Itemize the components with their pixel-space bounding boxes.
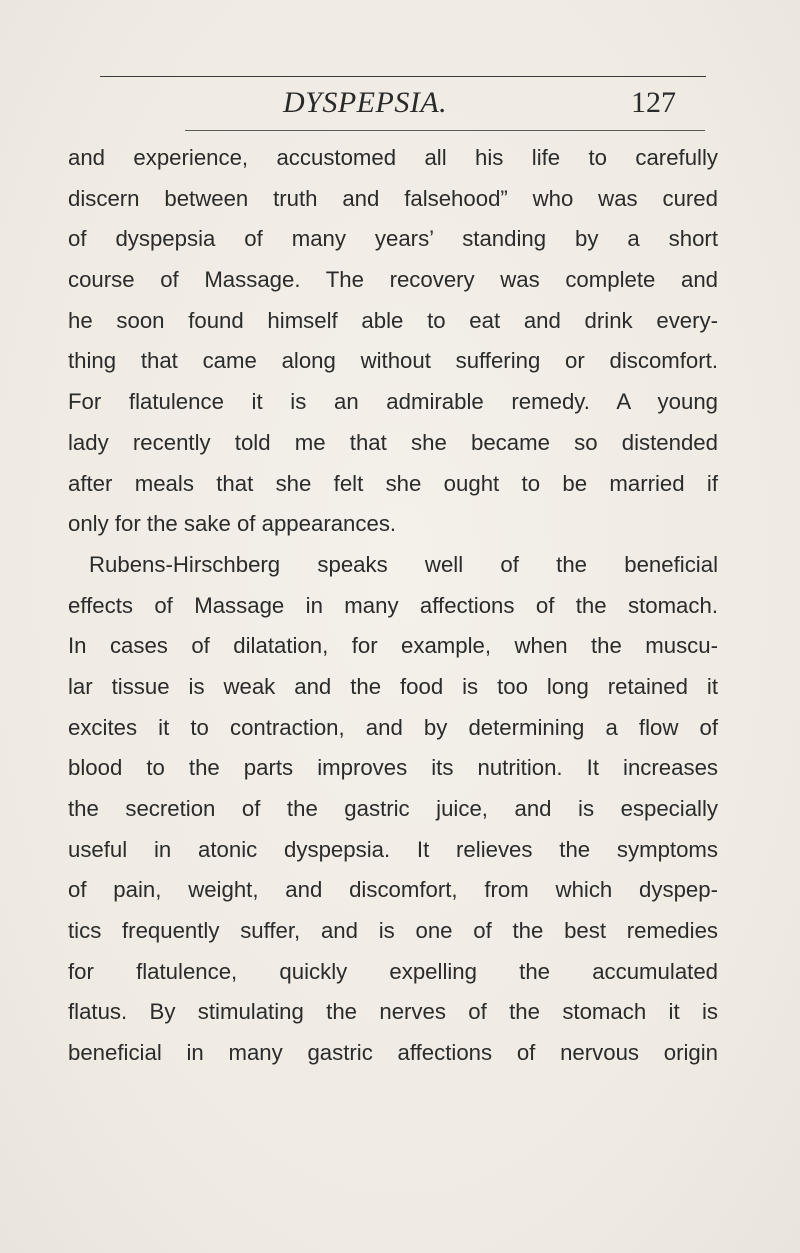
text-line: and experience, accustomed all his life to carefully — [68, 145, 718, 170]
running-head: DYSPEPSIA. — [283, 86, 448, 119]
text-line: In cases of dilatation, for example, when the muscu- — [68, 633, 718, 659]
text-line: lady recently told me that she became so distended — [68, 429, 718, 455]
header-rule — [185, 130, 705, 131]
text-line: the secretion of the gastric juice, and is especially — [68, 796, 718, 821]
text-line: lar tissue is weak and the food is too long retained it — [68, 673, 718, 699]
text-line: useful in atonic dyspepsia. It relieves the symptoms — [68, 836, 718, 862]
text-line: discern between truth and falsehood” who was cured — [68, 185, 718, 211]
text-line: thing that came along without suffering or discomfort. — [68, 348, 718, 374]
text-line: beneficial in many gastric affections of nervous origin — [68, 1040, 718, 1066]
text-line: For flatulence it is an admirable remedy. A young — [68, 389, 718, 415]
text-line: of pain, weight, and discomfort, from which dyspep- — [68, 877, 718, 903]
text-line: course of Massage. The recovery was complete and — [68, 267, 718, 293]
page-number: 127 — [631, 86, 676, 119]
text-line: after meals that she felt she ought to be married if — [68, 470, 718, 496]
body-text — [68, 138, 718, 1074]
text-line: blood to the parts improves its nutrition. It increases — [68, 755, 718, 781]
text-line: excites it to contraction, and by determining a flow of — [68, 714, 718, 740]
paragraph — [68, 138, 718, 545]
text-line: Rubens-Hirschberg speaks well of the beneficial — [89, 551, 718, 577]
paragraph — [68, 545, 718, 1074]
text-line: effects of Massage in many affections of the stomach. — [68, 592, 718, 618]
text-line: for flatulence, quickly expelling the accumulated — [68, 958, 718, 984]
text-line: flatus. By stimulating the nerves of the stomach it is — [68, 999, 718, 1025]
text-line: only for the sake of appearances. — [68, 511, 397, 537]
text-line: of dyspepsia of many years’ standing by a short — [68, 226, 718, 252]
top-rule — [100, 76, 706, 77]
text-line: he soon found himself able to eat and drink every- — [68, 307, 718, 333]
text-line: tics frequently suffer, and is one of the best remedies — [68, 918, 718, 944]
